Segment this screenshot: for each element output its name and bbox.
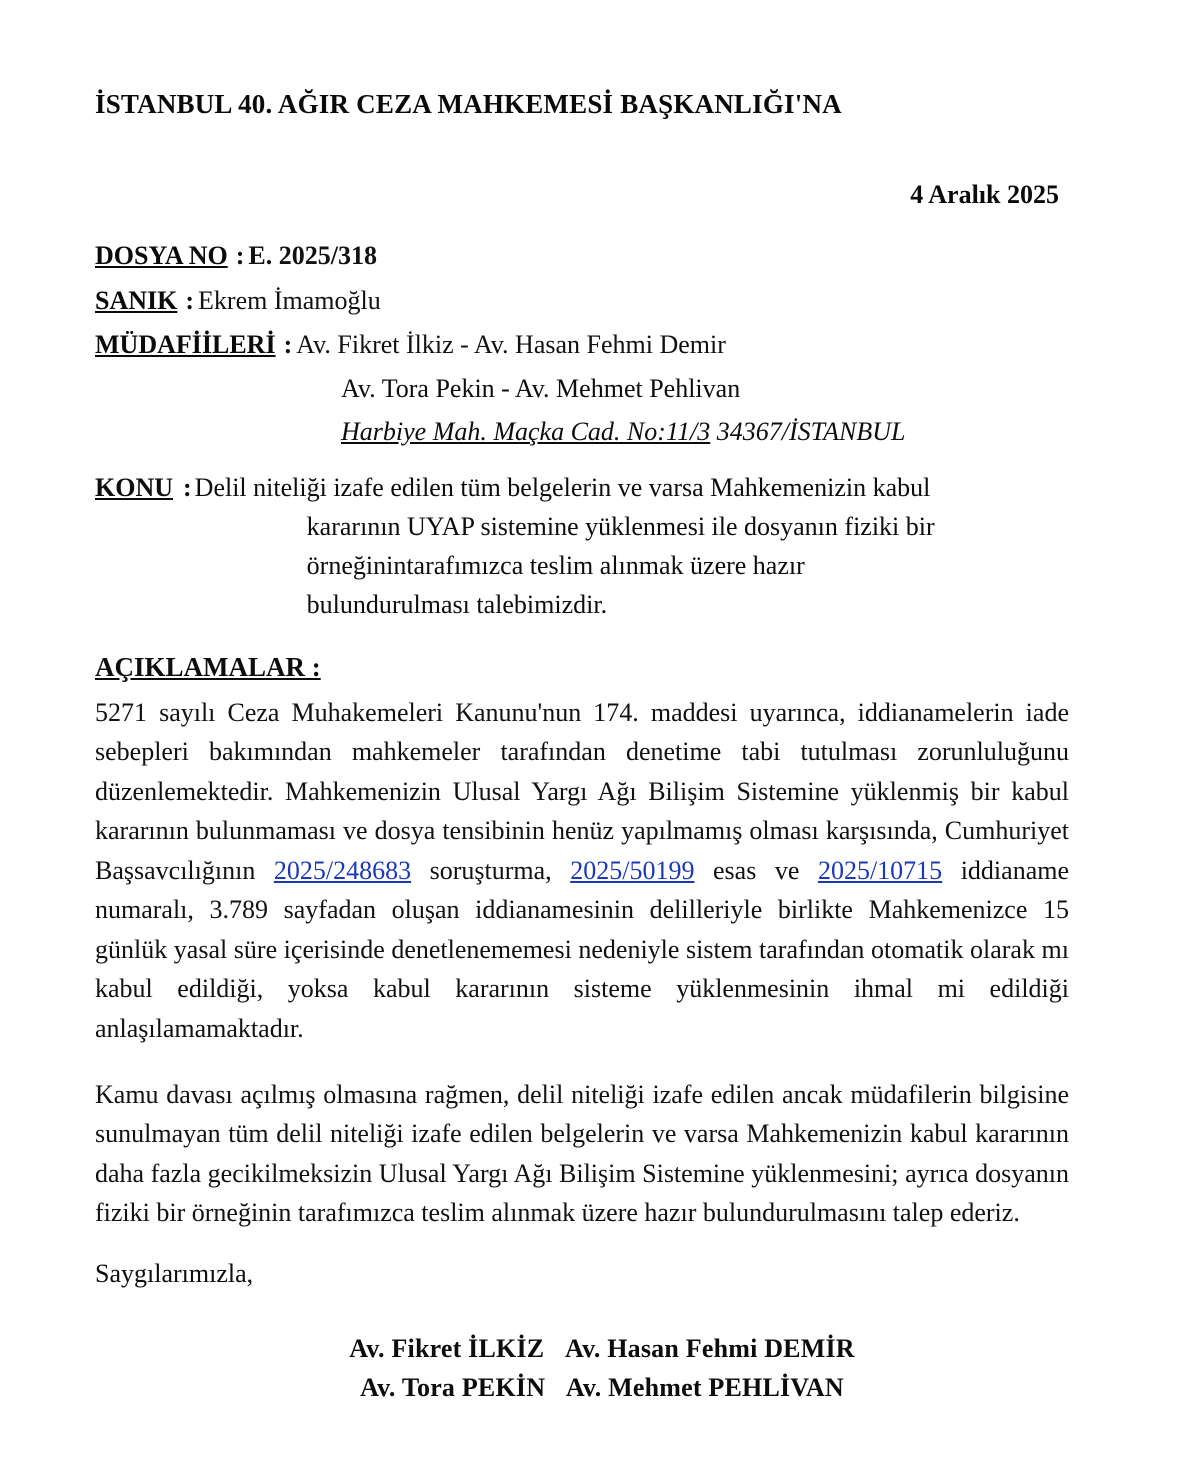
paragraph-1-part-4: iddianame numaralı, 3.789 sayfadan oluşan iddianamesinin delilleriyle birlikte Mahkemenizce 15 günlük yasal süre içerisinde denetlenememesi nedeniyle sistem tarafından otomatik olarak mı kabul edildiği, yoksa kabul kararının sisteme yüklenmesinin ihmal mi edildiği anlaşılamamaktadır. [95, 855, 1070, 1043]
signature-name-pehlivan: Av. Mehmet PEHLİVAN [565, 1372, 844, 1402]
field-dosya-no [95, 236, 1069, 276]
page-title: İSTANBUL 40. AĞIR CEZA MAHKEMESİ BAŞKANLIĞI'NA [95, 89, 842, 119]
konu-line-4: bulundurulması talebimizdir. [306, 589, 608, 619]
konu-line-2: kararının UYAP sistemine yüklenmesi ile dosyanın fiziki bir [306, 511, 935, 541]
mudafiiler-address [341, 412, 1069, 452]
document-date: 4 Aralık 2025 [910, 180, 1059, 210]
case-number-link-1[interactable]: 2025/248683 [273, 855, 412, 885]
case-number-link-3[interactable]: 2025/10715 [817, 855, 943, 885]
paragraph-1-part-3: esas ve [694, 855, 818, 885]
sanik-value: Ekrem İmamoğlu [198, 285, 381, 315]
mudafiiler-line2: Av. Tora Pekin - Av. Mehmet Pehlivan [341, 374, 741, 404]
mudafiiler-colon: : [283, 329, 293, 359]
signature-name-pekin: Av. Tora PEKİN [360, 1372, 546, 1402]
konu-label: KONU [95, 472, 173, 502]
paragraph-1-part-1: 5271 sayılı Ceza Muhakemeleri Kanunu'nun 174. maddesi uyarınca, iddianamelerin iade sebepleri bakımından mahkemeler tarafından denetime tabi tutulması zorunluluğunu düzenlemektedir. Mahkemenizin Ulusal Yargı Ağı Bilişim Sistemine yüklenmiş bir kabul kararının bulunmaması ve dosya tensibinin henüz yapılmamış olması karşısında, Cumhuriyet Başsavcılığının [95, 697, 1069, 885]
signature-block [95, 1329, 1069, 1407]
mudafiiler-value: Av. Fikret İlkiz - Av. Hasan Fehmi Demir [296, 329, 726, 359]
field-mudafiiler [95, 325, 1069, 365]
field-konu [95, 468, 1069, 624]
konu-line-3 [195, 546, 1069, 585]
mudafiiler-label: MÜDAFİİLERİ [95, 329, 276, 359]
konu-colon: : [183, 472, 192, 502]
section-title-aciklamalar: AÇIKLAMALAR : [95, 651, 321, 682]
signature-line-2 [135, 1368, 1069, 1407]
dosya-no-value: E. 2025/318 [248, 241, 377, 271]
paragraph-1-part-2: soruşturma, [411, 855, 571, 885]
paragraph-2: Kamu davası açılmış olmasına rağmen, delil niteliği izafe edilen ancak müdafilerin bilgisine sunulmayan tüm delil niteliği izafe edilen belgelerin ve varsa Mahkemenizin kabul kararının daha fazla gecikilmeksizin Ulusal Yargı Ağı Bilişim Sistemine yüklenmesini; ayrıca dosyanın fiziki bir örneğinin tarafımızca teslim alınmak üzere hazır bulundurulmasını talep ederiz. [95, 1079, 1069, 1228]
field-sanik [95, 281, 1069, 321]
sanik-label: SANIK [95, 285, 178, 315]
closing-salutation: Saygılarımızla, [95, 1258, 254, 1288]
dosya-no-label: DOSYA NO [95, 241, 228, 271]
case-number-link-2[interactable]: 2025/50199 [570, 855, 695, 885]
signature-name-ilkiz: Av. Fikret İLKİZ [349, 1333, 545, 1363]
mudafiiler-address-street: Harbiye Mah. Maçka Cad. No:11/3 [341, 416, 711, 446]
signature-name-demir: Av. Hasan Fehmi DEMİR [565, 1333, 855, 1363]
sanik-colon: : [185, 285, 195, 315]
paragraph-1 [95, 693, 1069, 1049]
mudafiiler-address-city: 34367/İSTANBUL [710, 416, 906, 446]
konu-line-1: Delil niteliği izafe edilen tüm belgelerin ve varsa Mahkemenizin kabul [194, 472, 931, 502]
dosya-no-colon: : [235, 241, 245, 271]
signature-line-1 [135, 1329, 1069, 1368]
konu-value [195, 468, 1069, 624]
konu-line-3-text: örneğinintarafımızca teslim alınmak üzere hazır [306, 550, 805, 580]
